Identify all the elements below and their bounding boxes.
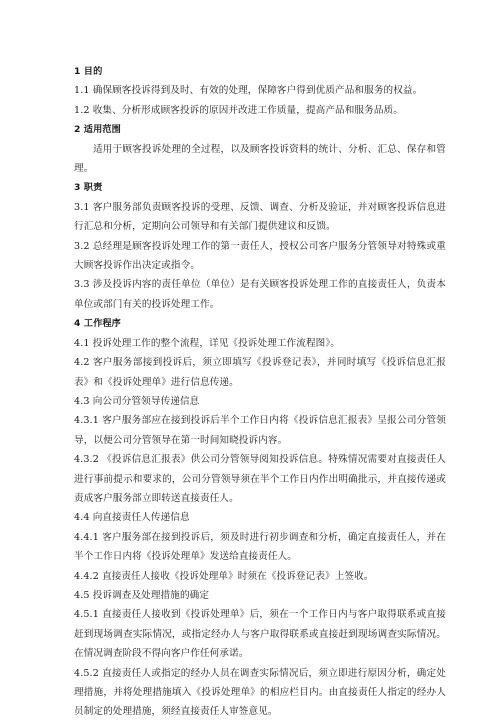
paragraph: 3.2 总经理是顾客投诉处理工作的第一责任人，授权公司客户服务分管领导对特殊或重大顾客投诉作出决定或指令。 bbox=[74, 240, 446, 272]
paragraph: 1.1 确保顾客投诉得到及时、有效的处理，保障客户得到优质产品和服务的权益。 bbox=[74, 85, 423, 97]
section-heading: 2 适用范围 bbox=[74, 124, 121, 136]
paragraph: 3.1 客户服务部负责顾客投诉的受理、反馈、调查、分析及验证，并对顾客投诉信息进行汇总和分析，定期向公司领导和有关部门提供建议和反馈。 bbox=[74, 201, 446, 233]
paragraph: 4.5.1 直接责任人接收到《投诉处理单》后，须在一个工作日内与客户取得联系或直接赶到现场调查实际情况，或指定经办人与客户取得联系或直接赶到现场调查实际情况。在情况调查阶段不得向客户作任何承诺。 bbox=[74, 609, 446, 660]
section-heading: 3 职责 bbox=[74, 182, 103, 194]
paragraph: 4.2 客户服务部接到投诉后，须立即填写《投诉登记表》，并同时填写《投诉信息汇报表》和《投诉处理单》进行信息传递。 bbox=[74, 357, 446, 388]
paragraph: 4.5.2 直接责任人或指定的经办人员在调查实际情况后，须立即进行原因分析，确定处理措施，并将处理措施填入《投诉处理单》的相应栏目内。由直接责任人指定的经办人员制定的处理措施，须经直接责任人审签意见。 bbox=[74, 667, 446, 718]
paragraph: 4.3 向公司分管领导传递信息 bbox=[74, 395, 200, 407]
paragraph: 4.1 投诉处理工作的整个流程，详见《投诉处理工作流程图》。 bbox=[74, 337, 340, 349]
paragraph: 1.2 收集、分析形成顾客投诉的原因并改进工作质量，提高产品和服务品质。 bbox=[74, 104, 403, 116]
paragraph: 4.3.2 《投诉信息汇报表》供公司分管领导阅知投诉信息。特殊情况需要对直接责任人进行事前提示和要求的，公司分管领导须在半个工作日内作出明确批示，并直接传递或责成客户服务部立即转送直接责任人。 bbox=[74, 454, 446, 504]
document-body bbox=[74, 62, 446, 722]
paragraph: 4.4.2 直接责任人接收《投诉处理单》时须在《投诉登记表》上签收。 bbox=[74, 570, 374, 582]
section-heading: 1 目的 bbox=[74, 66, 103, 77]
paragraph: 4.5 投诉调查及处理措施的确定 bbox=[74, 589, 210, 601]
paragraph: 3.3 涉及投诉内容的责任单位（单位）是有关顾客投诉处理工作的直接责任人，负责本单位或部门有关的投诉处理工作。 bbox=[74, 279, 446, 310]
paragraph: 4.3.1 客户服务部应在接到投诉后半个工作日内将《投诉信息汇报表》呈报公司分管领导，以便公司分管领导在第一时间知晓投诉内容。 bbox=[74, 415, 446, 446]
paragraph: 4.4 向直接责任人传递信息 bbox=[74, 512, 190, 524]
paragraph: 4.4.1 客户服务部在接到投诉后，须及时进行初步调查和分析，确定直接责任人，并在半个工作日内将《投诉处理单》发送给直接责任人。 bbox=[74, 531, 446, 563]
paragraph: 适用于顾客投诉处理的全过程，以及顾客投诉资料的统计、分析、汇总、保存和管理。 bbox=[74, 143, 446, 175]
section-heading: 4 工作程序 bbox=[74, 318, 121, 330]
